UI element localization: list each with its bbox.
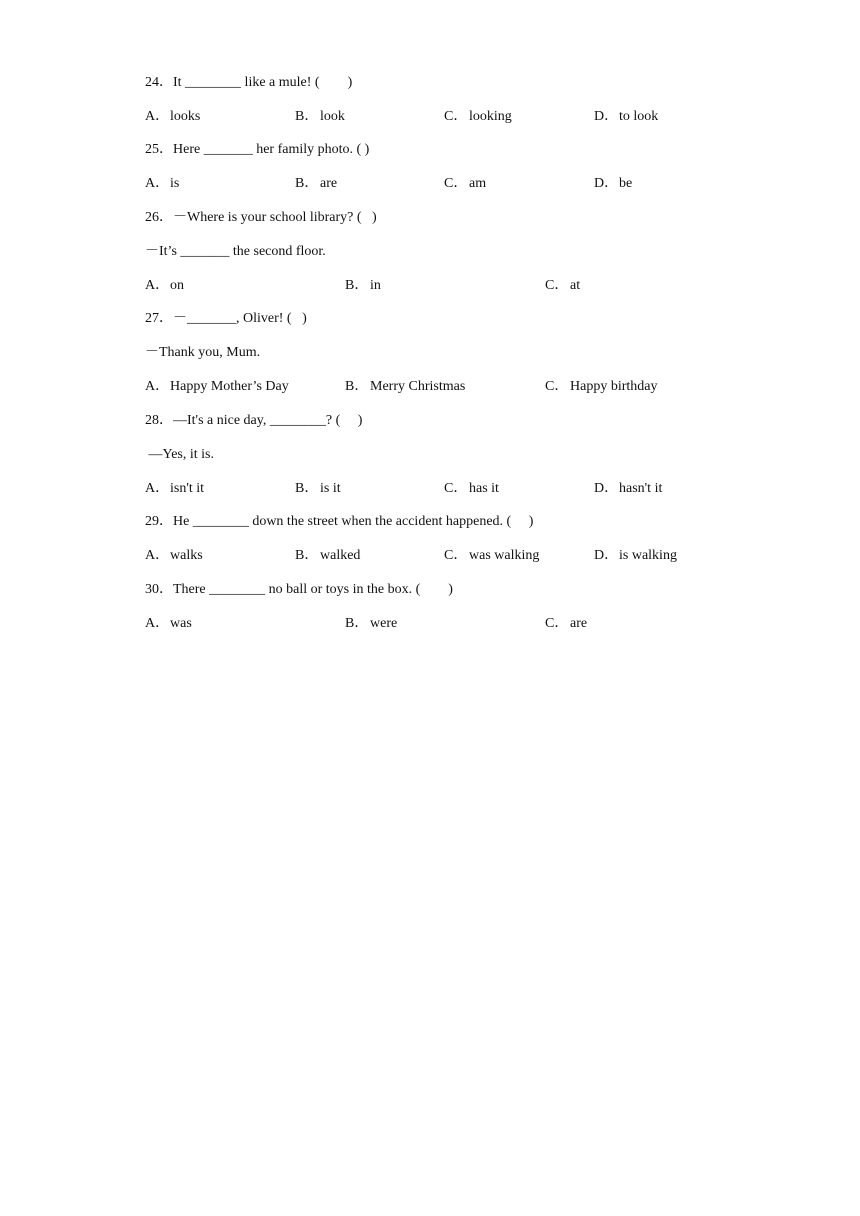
option-b: B． in (345, 278, 381, 293)
question-29 (145, 505, 745, 573)
option-c: C． at (545, 278, 581, 293)
question-25 (145, 133, 745, 201)
option-b: B． look (295, 109, 345, 124)
option-a: A．is (145, 176, 180, 191)
option-d: D．to look (594, 109, 659, 124)
option-a: A．Happy Mother’s Day (145, 379, 289, 394)
dialogue-line: —Yes, it is. (145, 447, 214, 462)
option-c: C． Happy birthday (545, 379, 658, 394)
option-a: A．isn't it (145, 481, 205, 496)
option-c: C． are (545, 616, 588, 631)
option-a: A．on (145, 278, 184, 293)
option-b: B． were (345, 616, 398, 631)
options-row (145, 100, 745, 134)
option-d: D．is walking (594, 548, 677, 563)
options-row (145, 472, 745, 506)
option-b: B． is it (295, 481, 341, 496)
options-row (145, 167, 745, 201)
options-row (145, 370, 745, 404)
option-c: C． was walking (444, 548, 540, 563)
question-stem: 29．He ________ down the street when the accident happened. ( ) (145, 514, 534, 529)
options-row (145, 539, 745, 573)
option-a: A．walks (145, 548, 203, 563)
question-stem: 24．It ________ like a mule! ( ) (145, 75, 353, 90)
options-row (145, 269, 745, 303)
option-a: A．looks (145, 109, 201, 124)
question-27 (145, 302, 745, 404)
question-stem: 26．－Where is your school library? ( ) (145, 210, 377, 225)
option-c: C． am (444, 176, 487, 191)
options-row (145, 607, 745, 641)
question-stem: 30．There ________ no ball or toys in the box. ( ) (145, 582, 453, 597)
option-b: B． Merry Christmas (345, 379, 466, 394)
option-d: D．hasn't it (594, 481, 663, 496)
option-c: C． has it (444, 481, 499, 496)
question-stem: 28．—It's a nice day, ________? ( ) (145, 413, 363, 428)
dialogue-line: －Thank you, Mum. (145, 345, 261, 360)
option-c: C． looking (444, 109, 512, 124)
question-30 (145, 573, 745, 641)
question-26 (145, 201, 745, 303)
question-24 (145, 66, 745, 134)
question-stem: 27．－_______, Oliver! ( ) (145, 311, 307, 326)
option-b: B． walked (295, 548, 361, 563)
question-stem: 25．Here _______ her family photo. ( ) (145, 142, 370, 157)
dialogue-line: －It’s _______ the second floor. (145, 244, 326, 259)
option-d: D．be (594, 176, 633, 191)
question-28 (145, 404, 745, 506)
option-b: B． are (295, 176, 338, 191)
option-a: A．was (145, 616, 192, 631)
